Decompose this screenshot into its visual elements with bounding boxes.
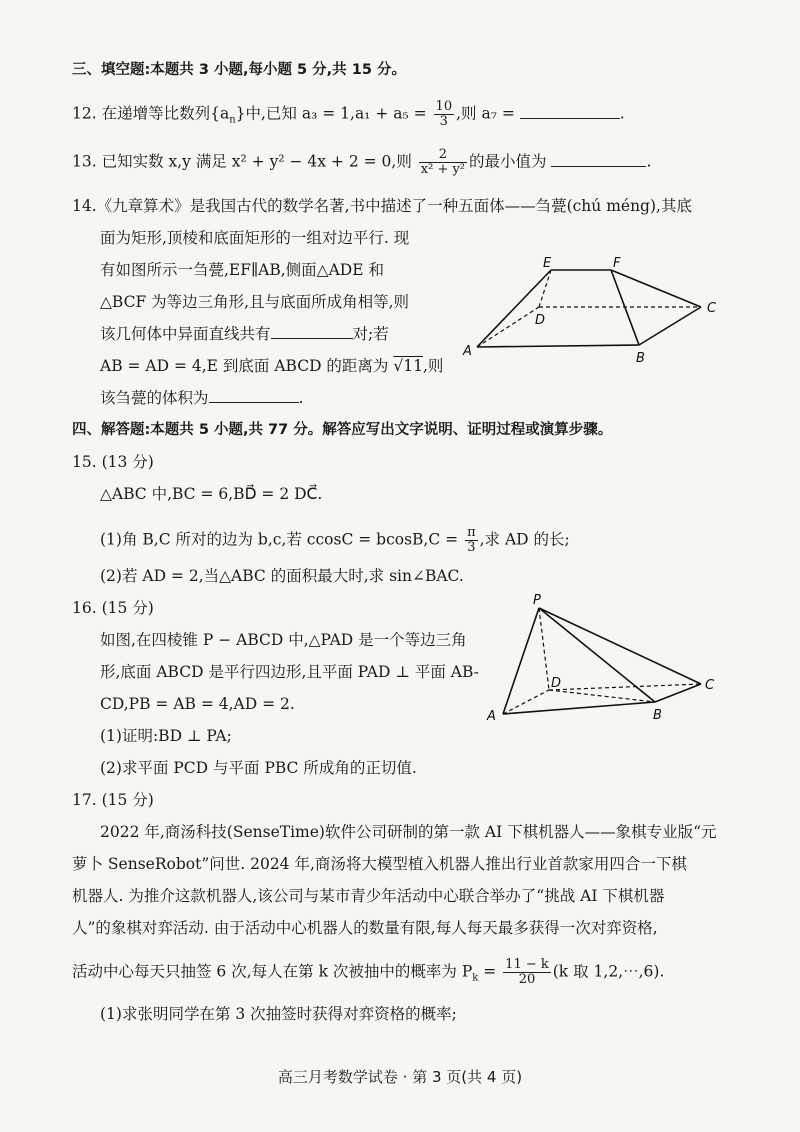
q14-line-6a: AB = AD = 4,E 到底面 ABCD 的距离为: [100, 357, 389, 375]
edge-PD: [539, 608, 549, 690]
figure-14-chu-meng: [455, 255, 730, 370]
edge-AE: [477, 270, 551, 347]
q16-head: 16. (15 分): [72, 599, 154, 617]
q15-frac-den: 3: [467, 540, 476, 555]
label-D: D: [535, 313, 546, 328]
q14-line-7a: 该刍甍的体积为: [100, 389, 209, 407]
q15-line-1: △ABC 中,BC = 6,BD⃗ = 2 DC⃗.: [100, 485, 323, 503]
q15-part-2: (2)若 AD = 2,当△ABC 的面积最大时,求 sin∠BAC.: [100, 567, 464, 585]
q12-subscript: n: [229, 114, 236, 126]
q17-fraction: [503, 958, 551, 987]
q12-text-1: 12. 在递增等比数列{a: [72, 104, 230, 123]
q17-line-2: 萝卜 SenseRobot”问世. 2024 年,商汤将大模型植入机器人推出行业首款家用四合一下棋: [72, 855, 687, 873]
q14-blank-1[interactable]: [271, 324, 353, 339]
label-C: C: [705, 678, 715, 693]
q17-line-1: 2022 年,商汤科技(SenseTime)软件公司研制的第一款 AI 下棋机器人——象棋专业版“元: [100, 823, 717, 841]
q15-frac-num: π: [467, 525, 476, 540]
q12-frac-num: 10: [435, 99, 453, 114]
q17-line-5a: 活动中心每天只抽签 6 次,每人在第 k 次被抽中的概率为 P: [72, 962, 473, 981]
q13-frac-den: x² + y²: [420, 162, 466, 177]
edge-AB: [477, 345, 639, 347]
edge-DB: [549, 690, 655, 702]
q17-line-5: [72, 958, 664, 989]
question-12: [72, 100, 625, 131]
q12-answer-blank[interactable]: [520, 104, 620, 119]
q12-fraction: [434, 100, 455, 129]
edge-AD: [477, 307, 539, 347]
q13-answer-blank[interactable]: [551, 152, 646, 167]
q16-part-2: (2)求平面 PCD 与平面 PBC 所成角的正切值.: [100, 759, 417, 777]
q14-line-6b: ,则: [422, 357, 444, 375]
label-A: A: [463, 344, 472, 359]
q14-line-3: 有如图所示一刍甍,EF∥AB,侧面△ADE 和: [100, 261, 384, 279]
q13-end: .: [646, 152, 652, 171]
q14-line-5b: 对;若: [352, 325, 389, 343]
label-E: E: [543, 256, 552, 271]
section-4-heading: 四、解答题:本题共 5 小题,共 77 分。解答应写出文字说明、证明过程或演算步骤。: [72, 422, 613, 438]
label-F: F: [613, 256, 621, 271]
edge-BC: [655, 684, 701, 702]
q14-blank-2[interactable]: [209, 388, 299, 403]
q14-line-6: [100, 356, 443, 376]
q17-subscript: k: [472, 972, 479, 984]
label-A: A: [487, 709, 496, 724]
q17-line-3: 机器人. 为推介这款机器人,该公司与某市青少年活动中心联合举办了“挑战 AI 下棋机器: [72, 887, 665, 905]
label-B: B: [636, 351, 645, 366]
label-B: B: [653, 708, 662, 723]
q16-line-1: 如图,在四棱锥 P − ABCD 中,△PAD 是一个等边三角: [100, 631, 467, 649]
q17-frac-den: 20: [518, 972, 536, 987]
q12-frac-den: 3: [439, 114, 448, 129]
q13-text-2: 的最小值为: [469, 152, 547, 171]
q13-fraction: [419, 148, 467, 177]
edge-PC: [539, 608, 701, 684]
edge-AB: [503, 702, 655, 714]
q12-text-2: }中,已知 a₃ = 1,a₁ + a₅ =: [235, 104, 427, 123]
q13-frac-num: 2: [419, 148, 467, 163]
q15-part-1a: (1)角 B,C 所对的边为 b,c,若 ccosC = bcosB,C =: [100, 530, 459, 549]
q14-line-7: [100, 388, 303, 408]
q15-part-1b: ,求 AD 的长;: [479, 530, 570, 549]
label-P: P: [533, 593, 541, 608]
q17-head: 17. (15 分): [72, 791, 154, 809]
q17-frac-num: 11 − k: [505, 957, 549, 972]
q17-part-1: (1)求张明同学在第 3 次抽签时获得对弈资格的概率;: [100, 1005, 457, 1023]
q13-text-1: 13. 已知实数 x,y 满足 x² + y² − 4x + 2 = 0,则: [72, 152, 412, 171]
q12-end: .: [619, 104, 625, 123]
q17-line-5eq: =: [478, 962, 497, 981]
edge-FC: [611, 270, 701, 307]
q12-text-3: ,则 a₇ =: [456, 104, 515, 123]
label-D: D: [551, 676, 562, 691]
q15-fraction: [465, 526, 478, 555]
q14-line-1: 14.《九章算术》是我国古代的数学名著,书中描述了一种五面体——刍甍(chú méng),其底: [72, 197, 692, 215]
q14-line-5a: 该几何体中异面直线共有: [100, 325, 271, 343]
q15-part-1: [100, 526, 570, 555]
label-C: C: [707, 301, 717, 316]
q16-line-2: 形,底面 ABCD 是平行四边形,且平面 PAD ⊥ 平面 AB-: [100, 663, 479, 681]
q16-part-1: (1)证明:BD ⊥ PA;: [100, 727, 232, 745]
edge-PA: [503, 608, 539, 714]
figure-16-pyramid: [485, 592, 725, 732]
q17-line-5b: (k 取 1,2,⋯,6).: [552, 962, 665, 981]
question-13: [72, 148, 651, 177]
q14-line-4: △BCF 为等边三角形,且与底面所成角相等,则: [100, 293, 409, 311]
section-3-heading: 三、填空题:本题共 3 小题,每小题 5 分,共 15 分。: [72, 62, 406, 78]
q14-line-7b: .: [298, 389, 304, 407]
q16-line-3: CD,PB = AB = 4,AD = 2.: [100, 695, 295, 713]
edge-BC: [639, 307, 701, 345]
edge-DC: [549, 684, 701, 690]
q14-sqrt: √11: [393, 357, 423, 375]
q17-line-4: 人”的象棋对弈活动. 由于活动中心机器人的数量有限,每人每天最多获得一次对弈资格,: [72, 919, 658, 937]
q14-line-2: 面为矩形,顶棱和底面矩形的一组对边平行. 现: [100, 229, 410, 247]
q15-head: 15. (13 分): [72, 453, 154, 471]
page-footer: 高三月考数学试卷 · 第 3 页(共 4 页): [277, 1068, 523, 1086]
q14-line-5: [100, 324, 389, 344]
